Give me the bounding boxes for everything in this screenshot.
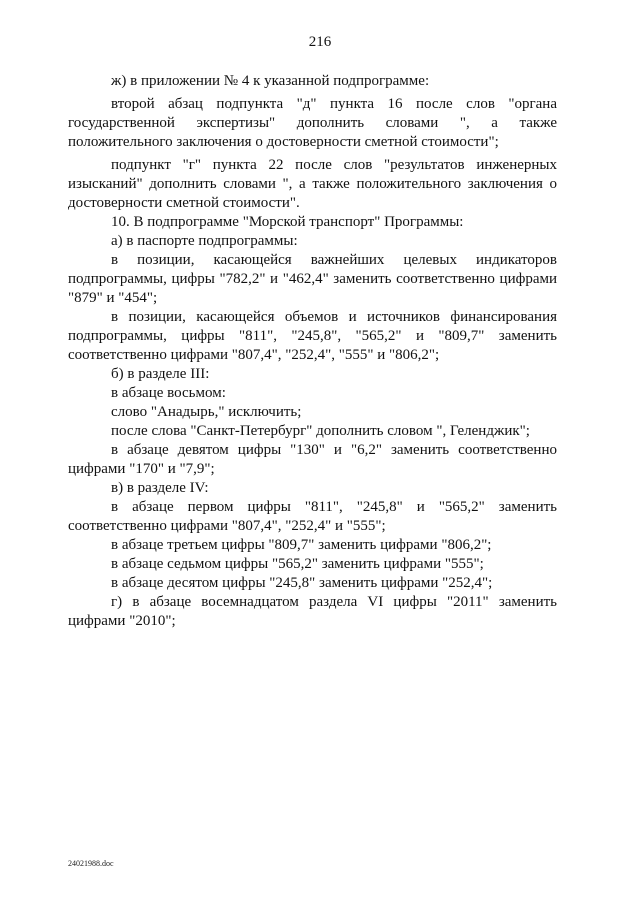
paragraph: в) в разделе IV:	[111, 480, 209, 496]
paragraph: в позиции, касающейся важнейших целевых индикаторов подпрограммы, цифры "782,2" и "462,4" заменить соответственно цифрами "879" и "454";	[68, 252, 557, 306]
paragraph: в абзаце десятом цифры "245,8" заменить цифрами "252,4";	[111, 575, 493, 591]
paragraph: в абзаце восьмом:	[111, 385, 226, 401]
paragraph: б) в разделе III:	[111, 366, 210, 382]
paragraph: 10. В подпрограмме "Морской транспорт" Программы:	[111, 214, 464, 230]
page-number: 216	[308, 34, 332, 50]
paragraph: в абзаце первом цифры "811", "245,8" и "565,2" заменить соответственно цифрами "807,4", "252,4" и "555";	[68, 499, 557, 534]
paragraph: г) в абзаце восемнадцатом раздела VI цифры "2011" заменить цифрами "2010";	[68, 594, 557, 629]
paragraph: в абзаце седьмом цифры "565,2" заменить цифрами "555";	[111, 556, 484, 572]
paragraph: второй абзац подпункта "д" пункта 16 после слов "органа государственной экспертизы" дополнить словами ", а также положительного заключения о достоверности сметной стоимости";	[68, 96, 557, 150]
paragraph: подпункт "г" пункта 22 после слов "результатов инженерных изысканий" дополнить словами ", а также положительного заключения о достоверности сметной стоимости".	[68, 157, 557, 211]
paragraph: ж) в приложении № 4 к указанной подпрограмме:	[111, 73, 430, 89]
document-file-reference: 24021988.doc	[68, 859, 114, 868]
paragraph: в абзаце третьем цифры "809,7" заменить цифрами "806,2";	[111, 537, 492, 553]
paragraph: после слова "Санкт-Петербург" дополнить словом ", Геленджик";	[111, 423, 530, 439]
document-body	[68, 72, 557, 631]
paragraph: в абзаце девятом цифры "130" и "6,2" заменить соответственно цифрами "170" и "7,9";	[68, 442, 557, 477]
paragraph: слово "Анадырь," исключить;	[111, 404, 302, 420]
paragraph: а) в паспорте подпрограммы:	[111, 233, 298, 249]
paragraph: в позиции, касающейся объемов и источников финансирования подпрограммы, цифры "811", "245,8", "565,2" и "809,7" заменить соответственно цифрами "807,4", "252,4", "555" и "806,2";	[68, 309, 557, 363]
